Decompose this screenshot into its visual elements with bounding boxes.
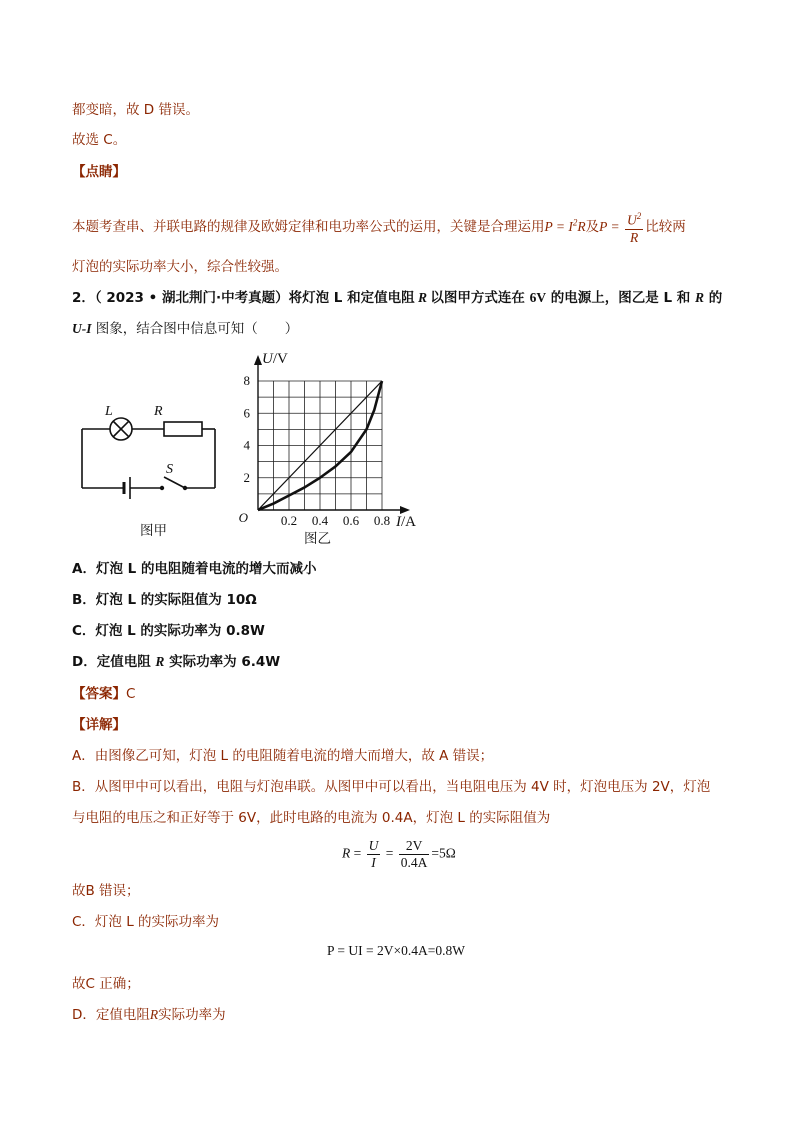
x-axis-arrow [400,506,410,514]
caption-yi: 图乙 [304,531,331,546]
caption-jia: 图甲 [140,523,167,538]
y-tick-label: 6 [243,405,250,421]
point-line-2: 灯泡的实际功率大小，综合性较强。 [72,259,288,275]
resistor-symbol [164,422,202,436]
y-axis-arrow [254,355,262,365]
label-L: L [105,404,113,419]
answer-value: C [126,686,136,702]
x-tick-label: 0.4 [311,513,329,528]
x-axis-label: I/A [396,514,416,530]
equation-power: P = UI = 2V×0.4A=0.8W [327,943,465,958]
prev-line-2: 故选 C。 [72,132,127,148]
point-text-mid: 及 [585,218,600,235]
x-tick-label: 0.6 [342,513,360,528]
equation-resistance: R = $\frac{U}{I}$ = $\frac{2V}{0.4A}$ =5Ω [342,838,456,870]
answer-tag: 【答案】 [72,686,126,702]
switch-symbol [164,477,185,488]
point-tag: 【点睛】 [72,164,126,180]
y-tick-label: 8 [243,373,250,388]
option-b[interactable]: B．灯泡 L 的实际阻值为 10Ω [72,592,257,608]
prev-line-1: 都变暗，故 D 错误。 [72,102,199,118]
y-tick-label: 4 [243,437,250,453]
formula-p1: $P = I^2R$ [544,217,586,234]
point-text-pre: 本题考查串、并联电路的规律及欧姆定律和电功率公式的运用，关键是合理运用 [72,218,545,235]
detail-d: D．定值电阻R实际功率为 [72,1007,226,1023]
label-S: S [166,462,173,477]
detail-c-conclusion: 故C 正确； [72,976,140,992]
question-source: （ 2023 • 湖北荆门·中考真题） [94,290,289,306]
option-d[interactable]: D．定值电阻 R 实际功率为 6.4W [72,654,281,670]
question-line-1: 2．（ 2023 • 湖北荆门·中考真题）将灯泡 L 和定值电阻 R 以图甲方式连在 6V 的电源上，图乙是 L 和 R 的 [72,290,723,306]
option-a[interactable]: A．灯泡 L 的电阻随着电流的增大而减小 [72,561,317,577]
detail-c-intro: C．灯泡 L 的实际功率为 [72,914,220,930]
formula-p2-frac: $\frac{U^2}{R}$ [625,208,643,246]
detail-b-1: B．从图甲中可以看出，电阻与灯泡串联。从图甲中可以看出，当电阻电压为 4V 时，灯泡电压为 2V，灯泡 [72,779,711,795]
point-line-1 [72,208,686,246]
y-tick-label: 2 [243,469,250,485]
point-text-post: 比较两 [645,218,686,235]
x-tick-label: 0.8 [373,513,391,528]
circuit-diagram [78,375,228,545]
question-number: 2． [72,290,95,306]
question-line-2: U-I 图象，结合图中信息可知（ ） [72,321,299,337]
origin-label: O [238,510,248,525]
formula-p2-lhs: P = [599,218,624,234]
detail-b-2: 与电阻的电压之和正好等于 6V，此时电路的电流为 0.4A，灯泡 L 的实际阻值为 [72,810,551,826]
label-R: R [154,404,163,419]
option-c[interactable]: C．灯泡 L 的实际功率为 0.8W [72,623,265,639]
x-tick-label: 0.2 [280,513,298,528]
detail-a: A．由图像乙可知，灯泡 L 的电阻随着电流的增大而增大，故 A 错误； [72,748,494,764]
y-axis-label: U/V [262,351,288,367]
answer-line [72,685,135,703]
ui-graph [230,350,430,550]
detail-b-conclusion: 故B 错误； [72,883,140,899]
detail-tag: 【详解】 [72,717,126,733]
